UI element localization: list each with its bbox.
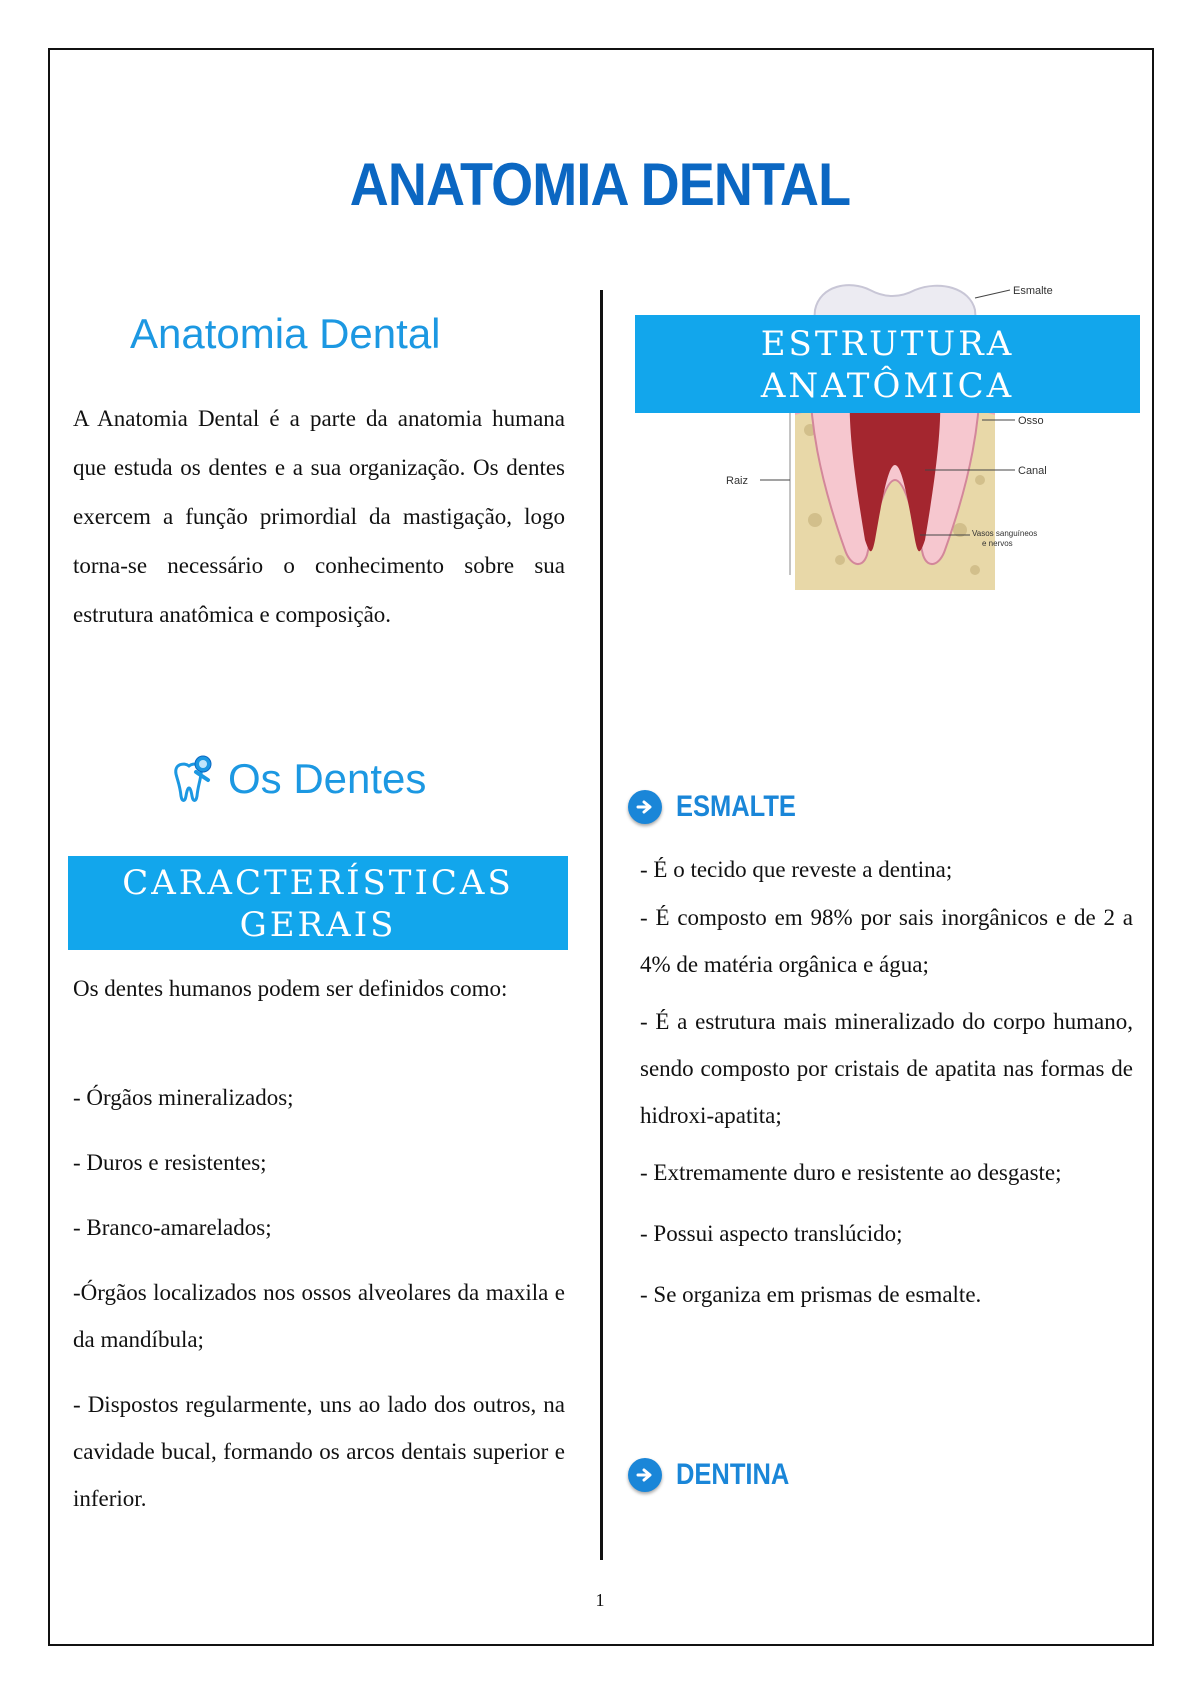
- dentina-heading: [628, 1458, 809, 1492]
- caracteristicas-list: [73, 1074, 565, 1522]
- list-item: - É a estrutura mais mineralizado do corpo humano, sendo composto por cristais de apatita nas formas de hidroxi-apatita;: [640, 1009, 1133, 1128]
- list-item: - Possui aspecto translúcido;: [640, 1221, 903, 1246]
- estrutura-anatomica-banner: [635, 315, 1140, 413]
- esmalte-list: [640, 846, 1133, 1318]
- os-dentes-label: Os Dentes: [228, 755, 427, 802]
- arrow-circle-icon: [628, 790, 662, 824]
- label-vasos-1: Vasos sanguíneos: [972, 529, 1038, 538]
- list-item: - Se organiza em prismas de esmalte.: [640, 1282, 982, 1307]
- list-item: - Dispostos regularmente, uns ao lado dos outros, na cavidade bucal, formando os arcos dentais superior e inferior.: [73, 1392, 565, 1511]
- label-vasos-2: e nervos: [982, 539, 1013, 548]
- intro-paragraph: A Anatomia Dental é a parte da anatomia humana que estuda os dentes e a sua organização. Os dentes exercem a função primordial da mastigação, logo torna-se necessário o conhecimento sobre sua estrutura anatômica e composição.: [73, 406, 565, 627]
- dentina-label: DENTINA: [676, 1458, 790, 1491]
- list-item: -Órgãos localizados nos ossos alveolares da maxila e da mandíbula;: [73, 1280, 565, 1352]
- banner-line: ANATÔMICA: [760, 366, 1015, 406]
- list-item: - Duros e resistentes;: [73, 1150, 267, 1175]
- banner-line: ESTRUTURA: [760, 324, 1015, 364]
- esmalte-label: ESMALTE: [676, 790, 796, 823]
- page-title: ANATOMIA DENTAL: [349, 151, 851, 218]
- list-item: - É composto em 98% por sais inorgânicos e de 2 a 4% de matéria orgânica e água;: [640, 905, 1133, 977]
- label-canal: Canal: [1018, 465, 1047, 477]
- banner-line: CARACTERÍSTICAS: [122, 863, 514, 903]
- list-item: - É o tecido que reveste a dentina;: [640, 857, 953, 882]
- list-item: - Extremamente duro e resistente ao desgaste;: [640, 1160, 1062, 1185]
- anatomia-dental-heading: Anatomia Dental: [130, 310, 441, 357]
- label-osso: Osso: [1018, 415, 1044, 427]
- label-esmalte: Esmalte: [1013, 285, 1053, 297]
- banner-line: GERAIS: [239, 905, 397, 945]
- tooth-magnifier-icon: [170, 752, 224, 806]
- os-dentes-heading: [170, 752, 426, 806]
- esmalte-pointer: [975, 290, 1010, 298]
- list-item: - Órgãos mineralizados;: [73, 1085, 294, 1110]
- dentes-lead: Os dentes humanos podem ser definidos como:: [73, 976, 508, 1001]
- page-number: 1: [595, 1590, 605, 1610]
- label-raiz: Raiz: [726, 475, 749, 487]
- list-item: - Branco-amarelados;: [73, 1215, 272, 1240]
- column-divider: [600, 290, 603, 1560]
- caracteristicas-gerais-banner: [68, 856, 568, 950]
- arrow-circle-icon: [628, 1458, 662, 1492]
- esmalte-heading: [628, 790, 817, 824]
